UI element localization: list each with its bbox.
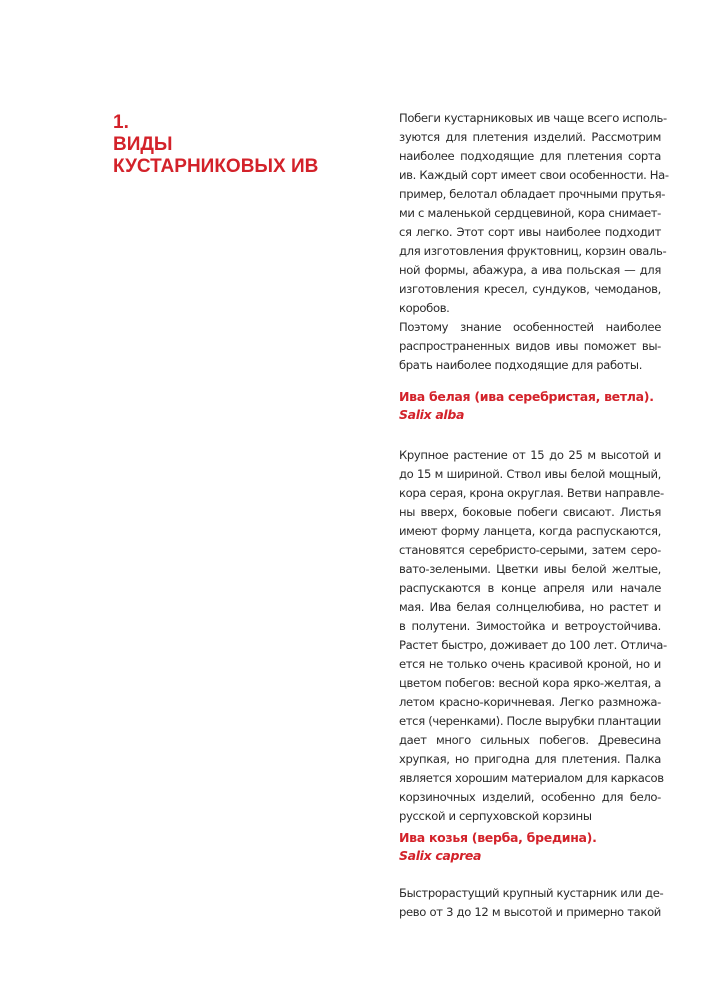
text-line: в полутени. Зимостойка и ветроустойчива. [399,619,661,633]
species-2-description [399,884,664,922]
chapter-title-line-2: КУСТАРНИКОВЫХ ИВ [113,156,319,177]
chapter-heading [113,112,318,178]
text-line: мая. Ива белая солнцелюбива, но растет и [399,600,661,614]
text-line: ив. Каждый сорт имеет свои особенности. На- [399,168,669,182]
text-line: вато-зелеными. Цветки ивы белой желтые, [399,562,661,576]
chapter-number: 1. [113,112,129,133]
text-line: цветом побегов: весной кора ярко-желтая, а [399,676,661,690]
text-line: пример, белотал обладает прочными прутья- [399,187,666,201]
text-line: распускаются в конце апреля или начале [399,581,661,595]
species-latin-name: Salix alba [399,407,465,422]
species-name: Ива белая (ива серебристая, ветла). [399,389,654,404]
text-line: изготовления кресел, сундуков, чемоданов, [399,282,661,296]
text-line: является хорошим материалом для каркасов [399,771,664,785]
text-line: Быстрорастущий крупный кустарник или де- [399,886,664,900]
text-line: становятся серебристо-серыми, затем серо- [399,543,661,557]
text-line: ется (черенками). После вырубки плантации [399,714,661,728]
species-1-heading [399,388,661,424]
text-line: коробов. [399,301,450,315]
text-line: ны вверх, боковые побеги свисают. Листья [399,505,661,519]
text-line: наиболее подходящие для плетения сорта [399,149,661,163]
species-1-description [399,446,667,826]
text-line: дает много сильных побегов. Древесина [399,733,661,747]
text-line: Растет быстро, доживает до 100 лет. Отлича- [399,638,667,652]
species-name: Ива козья (верба, бредина). [399,830,597,845]
text-line: Поэтому знание особенностей наиболее [399,320,661,334]
species-2-heading [399,829,661,865]
text-line: распространенных видов ивы поможет вы- [399,339,661,353]
text-line: летом красно-коричневая. Легко размножа- [399,695,661,709]
intro-text [399,109,669,375]
text-line: кора серая, крона округлая. Ветви направле- [399,486,664,500]
text-line: ной формы, абажура, а ива польская — для [399,263,661,277]
text-line: хрупкая, но пригодна для плетения. Палка [399,752,661,766]
text-line: брать наиболее подходящие для работы. [399,358,643,372]
text-line: до 15 м шириной. Ствол ивы белой мощный, [399,467,661,481]
text-line: для изготовления фруктовниц, корзин оваль- [399,244,667,258]
text-line: рево от 3 до 12 м высотой и примерно такой [399,905,661,919]
text-line: имеют форму ланцета, когда распускаются, [399,524,661,538]
text-line: ми с маленькой сердцевиной, кора снимает- [399,206,661,220]
chapter-title-line-1: ВИДЫ [113,134,173,155]
text-line: Побеги кустарниковых ив чаще всего исполь- [399,111,667,125]
text-line: Крупное растение от 15 до 25 м высотой и [399,448,661,462]
text-line: ется не только очень красивой кроной, но и [399,657,661,671]
species-latin-name: Salix caprea [399,848,482,863]
text-line: корзиночных изделий, особенно для бело- [399,790,661,804]
text-line: русской и серпуховской корзины [399,809,592,823]
text-line: ся легко. Этот сорт ивы наиболее подходит [399,225,661,239]
text-line: зуются для плетения изделий. Рассмотрим [399,130,661,144]
